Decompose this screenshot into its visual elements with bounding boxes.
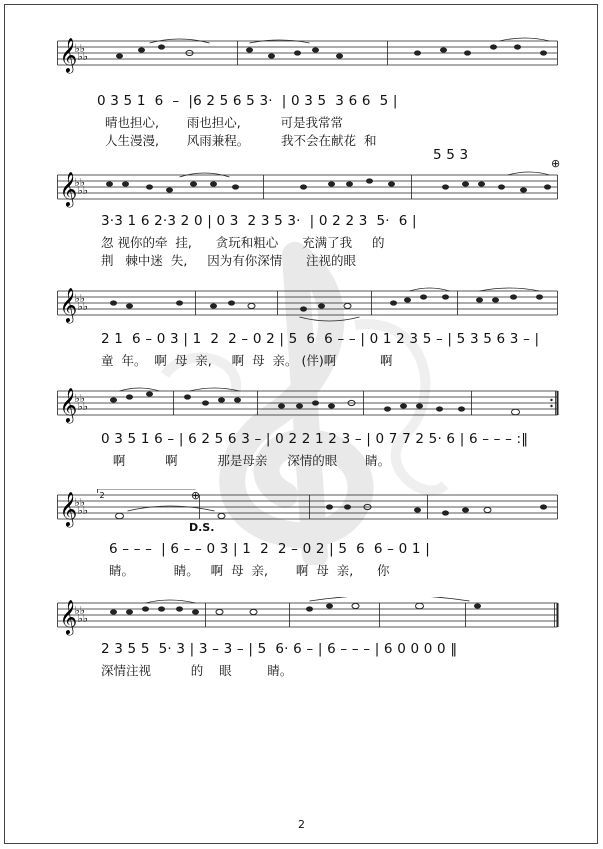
lyric-line-1: 睛。 睛。 啊 母 亲, 啊 母 亲, 你	[109, 563, 390, 578]
page-number: 2	[298, 818, 305, 831]
staff-1	[5, 35, 603, 75]
jianpu-extra: 5 5 3	[433, 147, 469, 163]
svg-text:♭♭: ♭♭	[77, 184, 88, 197]
jianpu-line: 3·3 1 6 2·3 2 0 | 0 3 2 3 5 3· | 0 2 2 3 5· 6 |	[101, 213, 417, 229]
svg-text:𝄞: 𝄞	[59, 172, 78, 207]
svg-text:♭♭: ♭♭	[77, 50, 88, 63]
svg-text:♭♭: ♭♭	[77, 504, 88, 517]
treble-clef-icon: 𝄞	[59, 38, 78, 73]
svg-text:𝄞: 𝄞	[59, 492, 78, 527]
lyric-line-1: 晴也担心, 雨也担心, 可是我常常	[97, 115, 343, 130]
jianpu-line: 0 3 5 1̇ 6 – | 6 2 5 6 3 – | 0 2 2 1 2 3 – | 0 7 7 2 5· 6 | 6 – – – :‖	[101, 431, 529, 447]
coda-sign-icon: ⊕	[551, 157, 561, 170]
staff-2	[5, 169, 603, 209]
jianpu-line: 6 – – – | 6 – – 0 3 | 1 2 2 – 0 2 | 5 6 6 – 0 1 |	[109, 541, 430, 557]
svg-text:♭♭: ♭♭	[74, 292, 85, 305]
staff-4	[5, 385, 603, 425]
svg-text:♭♭: ♭♭	[77, 612, 88, 625]
svg-text:♭♭: ♭♭	[74, 176, 85, 189]
ds-mark: D.S.	[189, 521, 215, 534]
jianpu-line: 0 3 5 1̇ 6 – |6 2 5 6 5 3· | 0 3 5 3 6 6 5 |	[97, 93, 398, 109]
jianpu-line: 2 1 6 – 0 3 | 1 2 2 – 0 2 | 5 6 6 – – | 0 1 2 3 5 – | 5 3 5 6 3 – |	[101, 331, 540, 347]
lyric-line-2: 荆 棘中迷 失, 因为有你深情 注视的眼	[101, 253, 357, 268]
jianpu-line: 2 3 5 5 5· 3 | 3 – 3 – | 5 6· 6 – | 6 – – – | 6 0 0 0 0 ‖	[101, 641, 458, 657]
lyric-line-1: 啊 啊 那是母亲 深情的眼 睛。	[101, 453, 391, 468]
staff-3	[5, 285, 603, 325]
svg-text:𝄞: 𝄞	[59, 388, 78, 423]
score-page	[4, 4, 598, 844]
lyric-line-1: 深情注视 的 眼 睛。	[101, 663, 293, 678]
svg-text:♭♭: ♭♭	[74, 604, 85, 617]
svg-text:♭♭: ♭♭	[74, 496, 85, 509]
staff-5	[5, 489, 603, 529]
svg-text:♭♭: ♭♭	[74, 42, 85, 55]
svg-text:𝄞: 𝄞	[59, 288, 78, 323]
coda-sign-icon: ⊕	[191, 489, 201, 502]
lyric-line-1: 童 年。 啊 母 亲, 啊 母 亲。 (伴)啊 啊	[101, 353, 393, 368]
svg-text:♭♭: ♭♭	[77, 400, 88, 413]
svg-text:♭♭: ♭♭	[77, 300, 88, 313]
svg-text:♭♭: ♭♭	[74, 392, 85, 405]
lyric-line-1: 忽 视你的牵 挂, 贪玩和粗心 充满了我 的	[101, 235, 385, 250]
volta-label: 2	[99, 491, 105, 500]
staff-6	[5, 597, 603, 637]
lyric-line-2: 人生漫漫, 风雨兼程。 我不会在献花 和	[97, 133, 377, 148]
svg-text:𝄞: 𝄞	[59, 600, 78, 635]
